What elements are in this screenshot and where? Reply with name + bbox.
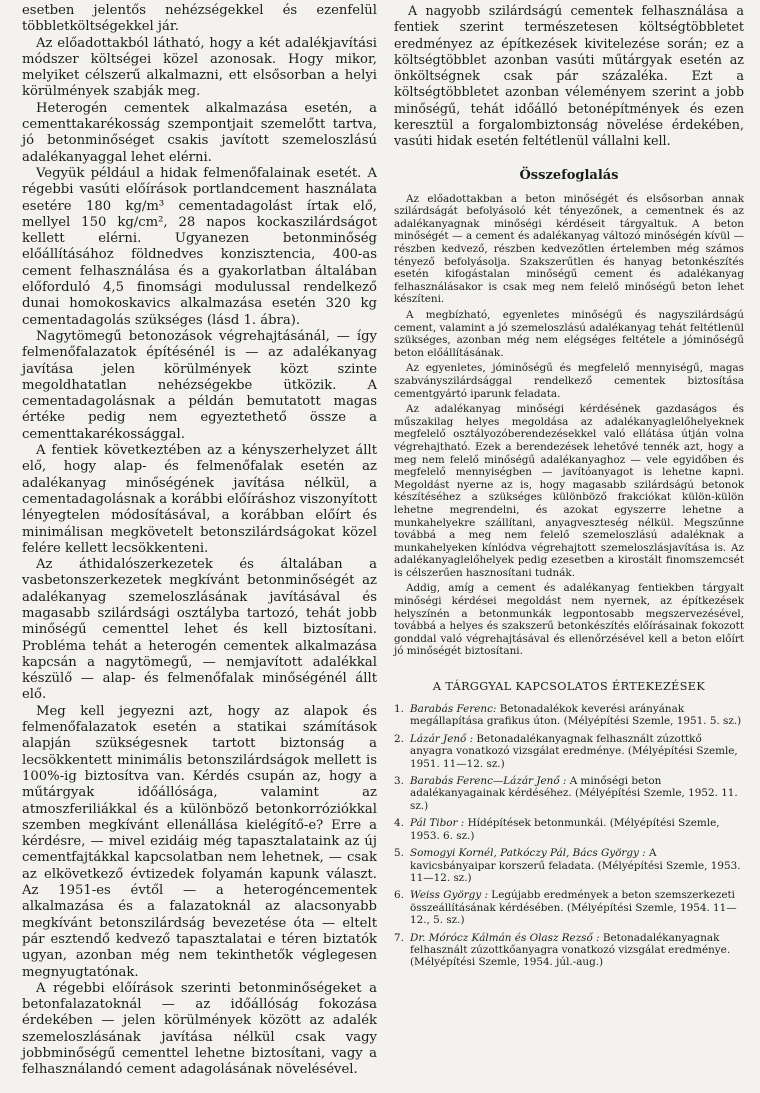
reference-number: 2. [394, 732, 404, 745]
reference-text: Betonadalékanyagnak felhasznált zúzottkőanyagra vonatkozó vizsgálat eredménye. (Mélyépítési Szemle, 1954. júl.-aug.) [410, 931, 731, 969]
right-text-column [394, 3, 744, 974]
reference-number: 5. [394, 847, 404, 860]
reference-item [394, 733, 744, 770]
paragraph: A megbízható, egyenletes minőségű és nagyszilárdságú cement, valamint a jó szemeloszlású adalékanyag tehát feltétlenül szükséges, azonban még nem elégséges feltétele a jóminőségű beton előállításának. [394, 309, 744, 359]
right-column-body [394, 3, 744, 150]
paragraph: A régebbi előírások szerinti betonminőségeket a betonfalazatoknál — az időállóság fokozása érdekében — jelen körülmények között az adalék szemeloszlásának javítása nélkül csak vagy jobbminőségű cementtel lehetne biztosítani, vagy a felhasználandó cement adagolásának növelésével. [22, 980, 377, 1078]
paragraph: Heterogén cementek alkalmazása esetén, a cementtakarékosság szempontjait szemelőtt tartva, jó betonminőséget csakis javított szemeloszlású adalékanyaggal lehet elérni. [22, 100, 377, 165]
paragraph: Az áthidalószerkezetek és általában a vasbetonszerkezetek megkívánt betonminőségét az adalékanyag szemeloszlásának javításával és magasabb szilárdsági osztályba tartozó, tehát jobb minőségű cementtel lehet és kell biztosítani. Probléma tehát a heterogén cementek alkalmazása kapcsán a nagytömegű, — nemjavított adalékkal készülő — alap- és felmenőfalak minőségénél állt elő. [22, 557, 377, 703]
reference-item [394, 703, 744, 728]
reference-text: Hídépítések betonmunkái. (Mélyépítési Szemle, 1953. 6. sz.) [410, 817, 720, 842]
reference-number: 1. [394, 703, 404, 716]
paragraph: esetben jelentős nehézségekkel és ezenfelül többletköltségekkel jár. [22, 3, 377, 35]
reference-number: 4. [394, 817, 404, 830]
paragraph: Az adalékanyag minőségi kérdésének gazdaságos és műszakilag helyes megoldása az adalékanyaglelőhelyeknek megfelelő osztályozóberendezésekkel való ellátása útján volna végrehajtható. Ezek a berendezések lehetővé tennék azt, hogy a meg nem felelő minőségű adalékanyaghoz — vele egyidőben és megfelelő mennyiségben — javítóanyagot is lehetne kapni. Megoldást nyerne az is, hogy magasabb szilárdságú betonok készítéséhez a szükséges különböző frakciókat külön-külön lehetne megrendelni, és azokat egyszerre lehetne a munkahelyekre szállítani, anyagveszteség nélkül. Megszűnne továbbá a meg nem felelő szemeloszlású adaléknak a munkahelyeken kínlódva végrehajtott szemeloszlásjavítása is. Az adalékanyaglelőhelyek pedig ezesetben a kirostált finomszemcsét is célszerűen hasznosítani tudnák. [394, 403, 744, 579]
reference-item [394, 775, 744, 812]
summary-heading: Összefoglalás [519, 167, 619, 183]
reference-author: Barabás Ferenc: [410, 703, 497, 716]
summary-section [394, 193, 744, 658]
reference-author: Lázár Jenő : [410, 732, 474, 745]
reference-item [394, 817, 744, 842]
reference-author: Weiss György : [410, 889, 488, 902]
paragraph: A fentiek következtében az a kényszerhelyzet állt elő, hogy alap- és felmenőfalak esetén az adalékanyag minőségének javítása nélkül, a cementadagolásnak a korábbi előíráshoz viszonyított lényegtelen módosításával, a korábban előírt és minimálisan megkövetelt betonszilárdságokat közel felére kellett lecsökkenteni. [22, 443, 377, 556]
paragraph: Nagytömegű betonozások végrehajtásánál, — így felmenőfalazatok építésénél is — az adalékanyag javítása jelen körülmények közt szinte megoldhatatlan nehézségekbe ütközik. A cementadagolásnak a példán bemutatott magas értéke pedig nem egyeztethető össze a cementtakarékossággal. [22, 328, 377, 442]
reference-number: 7. [394, 931, 404, 944]
left-text-column [22, 3, 377, 1079]
reference-text: A kavicsbányaipar korszerű feladata. (Mélyépítési Szemle, 1953. 11—12. sz.) [410, 847, 741, 884]
reference-text: Betonadalékok keverési arányának megállapítása grafikus úton. (Mélyépítési Szemle, 1951. 5. sz.) [410, 703, 742, 728]
references-list [394, 703, 744, 969]
reference-author: Somogyi Kornél, Patkóczy Pál, Bács György : [410, 847, 646, 860]
reference-item [394, 932, 744, 969]
paragraph: A nagyobb szilárdságú cementek felhasználása a fentiek szerint természetesen költségtöbbletet eredményez az építkezések kivitelezése során; ez a költségtöbblet azonban vasúti műtárgyak esetén az önköltségnek csak pár százaléka. Ezt a költségtöbbletet azonban véleményem szerint a jobb minőségű, tehát időálló betonépítmények és ezen keresztül a forgalombiztonság növelése érdekében, vasúti hidak esetén feltétlenül vállalni kell. [394, 3, 744, 149]
paragraph: Az előadottakban a beton minőségét és elsősorban annak szilárdságát befolyásoló két tényezőnek, a cementnek és az adalékanyagnak minőségi kérdéseit tárgyaltuk. A beton minőségét — a cement és adalékanyag változó minőségén kívül — részben kedvező, részben kedvezőtlen értelemben még számos tényező befolyásolja. Szakszerűtlen és hanyag betonkészítés esetén kifogástalan minőségű cement és adalékanyag felhasználásakor is csak meg nem felelő minőségű beton lehet készíteni. [394, 192, 744, 306]
paragraph: Addig, amíg a cement és adalékanyag fentiekben tárgyalt minőségi kérdései megoldást nem nyernek, az építkezések helyszínén a betonmunkák legpontosabb megszervezésével, továbbá a helyes és szakszerű betonkészítés előírásainak fokozott gonddal való végrehajtásával és ellenőrzésével kell a beton előírt jó minőségét biztosítani. [394, 582, 744, 658]
references-heading: A TÁRGGYAL KAPCSOLATOS ÉRTEKEZÉSEK [432, 680, 706, 694]
reference-author: Barabás Ferenc—Lázár Jenő : [410, 775, 567, 788]
paragraph: Vegyük például a hidak felmenőfalainak esetét. A régebbi vasúti előírások portlandcement használata esetére 180 kg/m³ cementadagolást írtak elő, mellyel 150 kg/cm², 28 napos kockaszilárdságot kellett elérni. Ugyanezen betonminőség előállításához földnedves konzisztencia, 400-as cement felhasználása és a gyakorlatban általában előforduló 4,5 finomsági modulussal rendelkező dunai homokoskavics alkalmazása esetén 320 kg cementadagolás szükséges (lásd 1. ábra). [22, 165, 377, 328]
reference-text: A minőségi beton adalékanyagainak kérdéséhez. (Mélyépítési Szemle, 1952. 11. sz.) [410, 775, 738, 812]
reference-number: 3. [394, 775, 404, 788]
reference-item [394, 847, 744, 884]
reference-author: Dr. Mórócz Kálmán és Olasz Rezső : [410, 931, 600, 944]
paragraph: Az előadottakból látható, hogy a két adalékjavítási módszer költségei közel azonosak. Hogy mikor, melyiket célszerű alkalmazni, ett elsősorban a helyi körülmények szabják meg. [22, 35, 377, 100]
reference-author: Pál Tibor : [410, 817, 465, 830]
reference-item [394, 889, 744, 926]
paragraph: Meg kell jegyezni azt, hogy az alapok és felmenőfalazatok esetén a statikai számítások alapján szükségesnek tartott biztonság a lecsökkentett minimális betonszilárdságok mellett is 100%-ig biztosítva van. Kérdés csupán az, hogy a műtárgyak időállósága, valamint az atmoszferiliákkal és a különböző betonkorróziókkal szemben megkívánt ellenállása kielégítő-e? Erre a kérdésre, — mivel ezidáig még tapasztalataink az új cementfajtákkal kapcsolatban nem lehetnek, — csak az elkövetkező évtizedek folyamán kapunk választ. Az 1951-es évtől — a heterogéncementek alkalmazása és a falazatoknál az alacsonyabb megkívánt betonszilárdság bevezetése óta — eltelt pár esztendő kedvező tapasztalatai e téren biztatók ugyan, azonban még nem tekinthetők véglegesen megnyugtatónak. [22, 703, 377, 980]
reference-number: 6. [394, 889, 404, 902]
paragraph: Az egyenletes, jóminőségű és megfelelő mennyiségű, magas szabványszilárdsággal rendelkező cementek biztosítása cementgyártó iparunk feladata. [394, 362, 744, 400]
reference-text: Betonadalékanyagnak felhasznált zúzottkő anyagra vonatkozó vizsgálat eredménye. (Mélyépítési Szemle, 1951. 11—12. sz.) [410, 732, 738, 770]
reference-text: Legújabb eredmények a beton szemszerkezeti összeállításának kérdésében. (Mélyépítési Szemle, 1954. 11—12., 5. sz.) [410, 889, 737, 927]
